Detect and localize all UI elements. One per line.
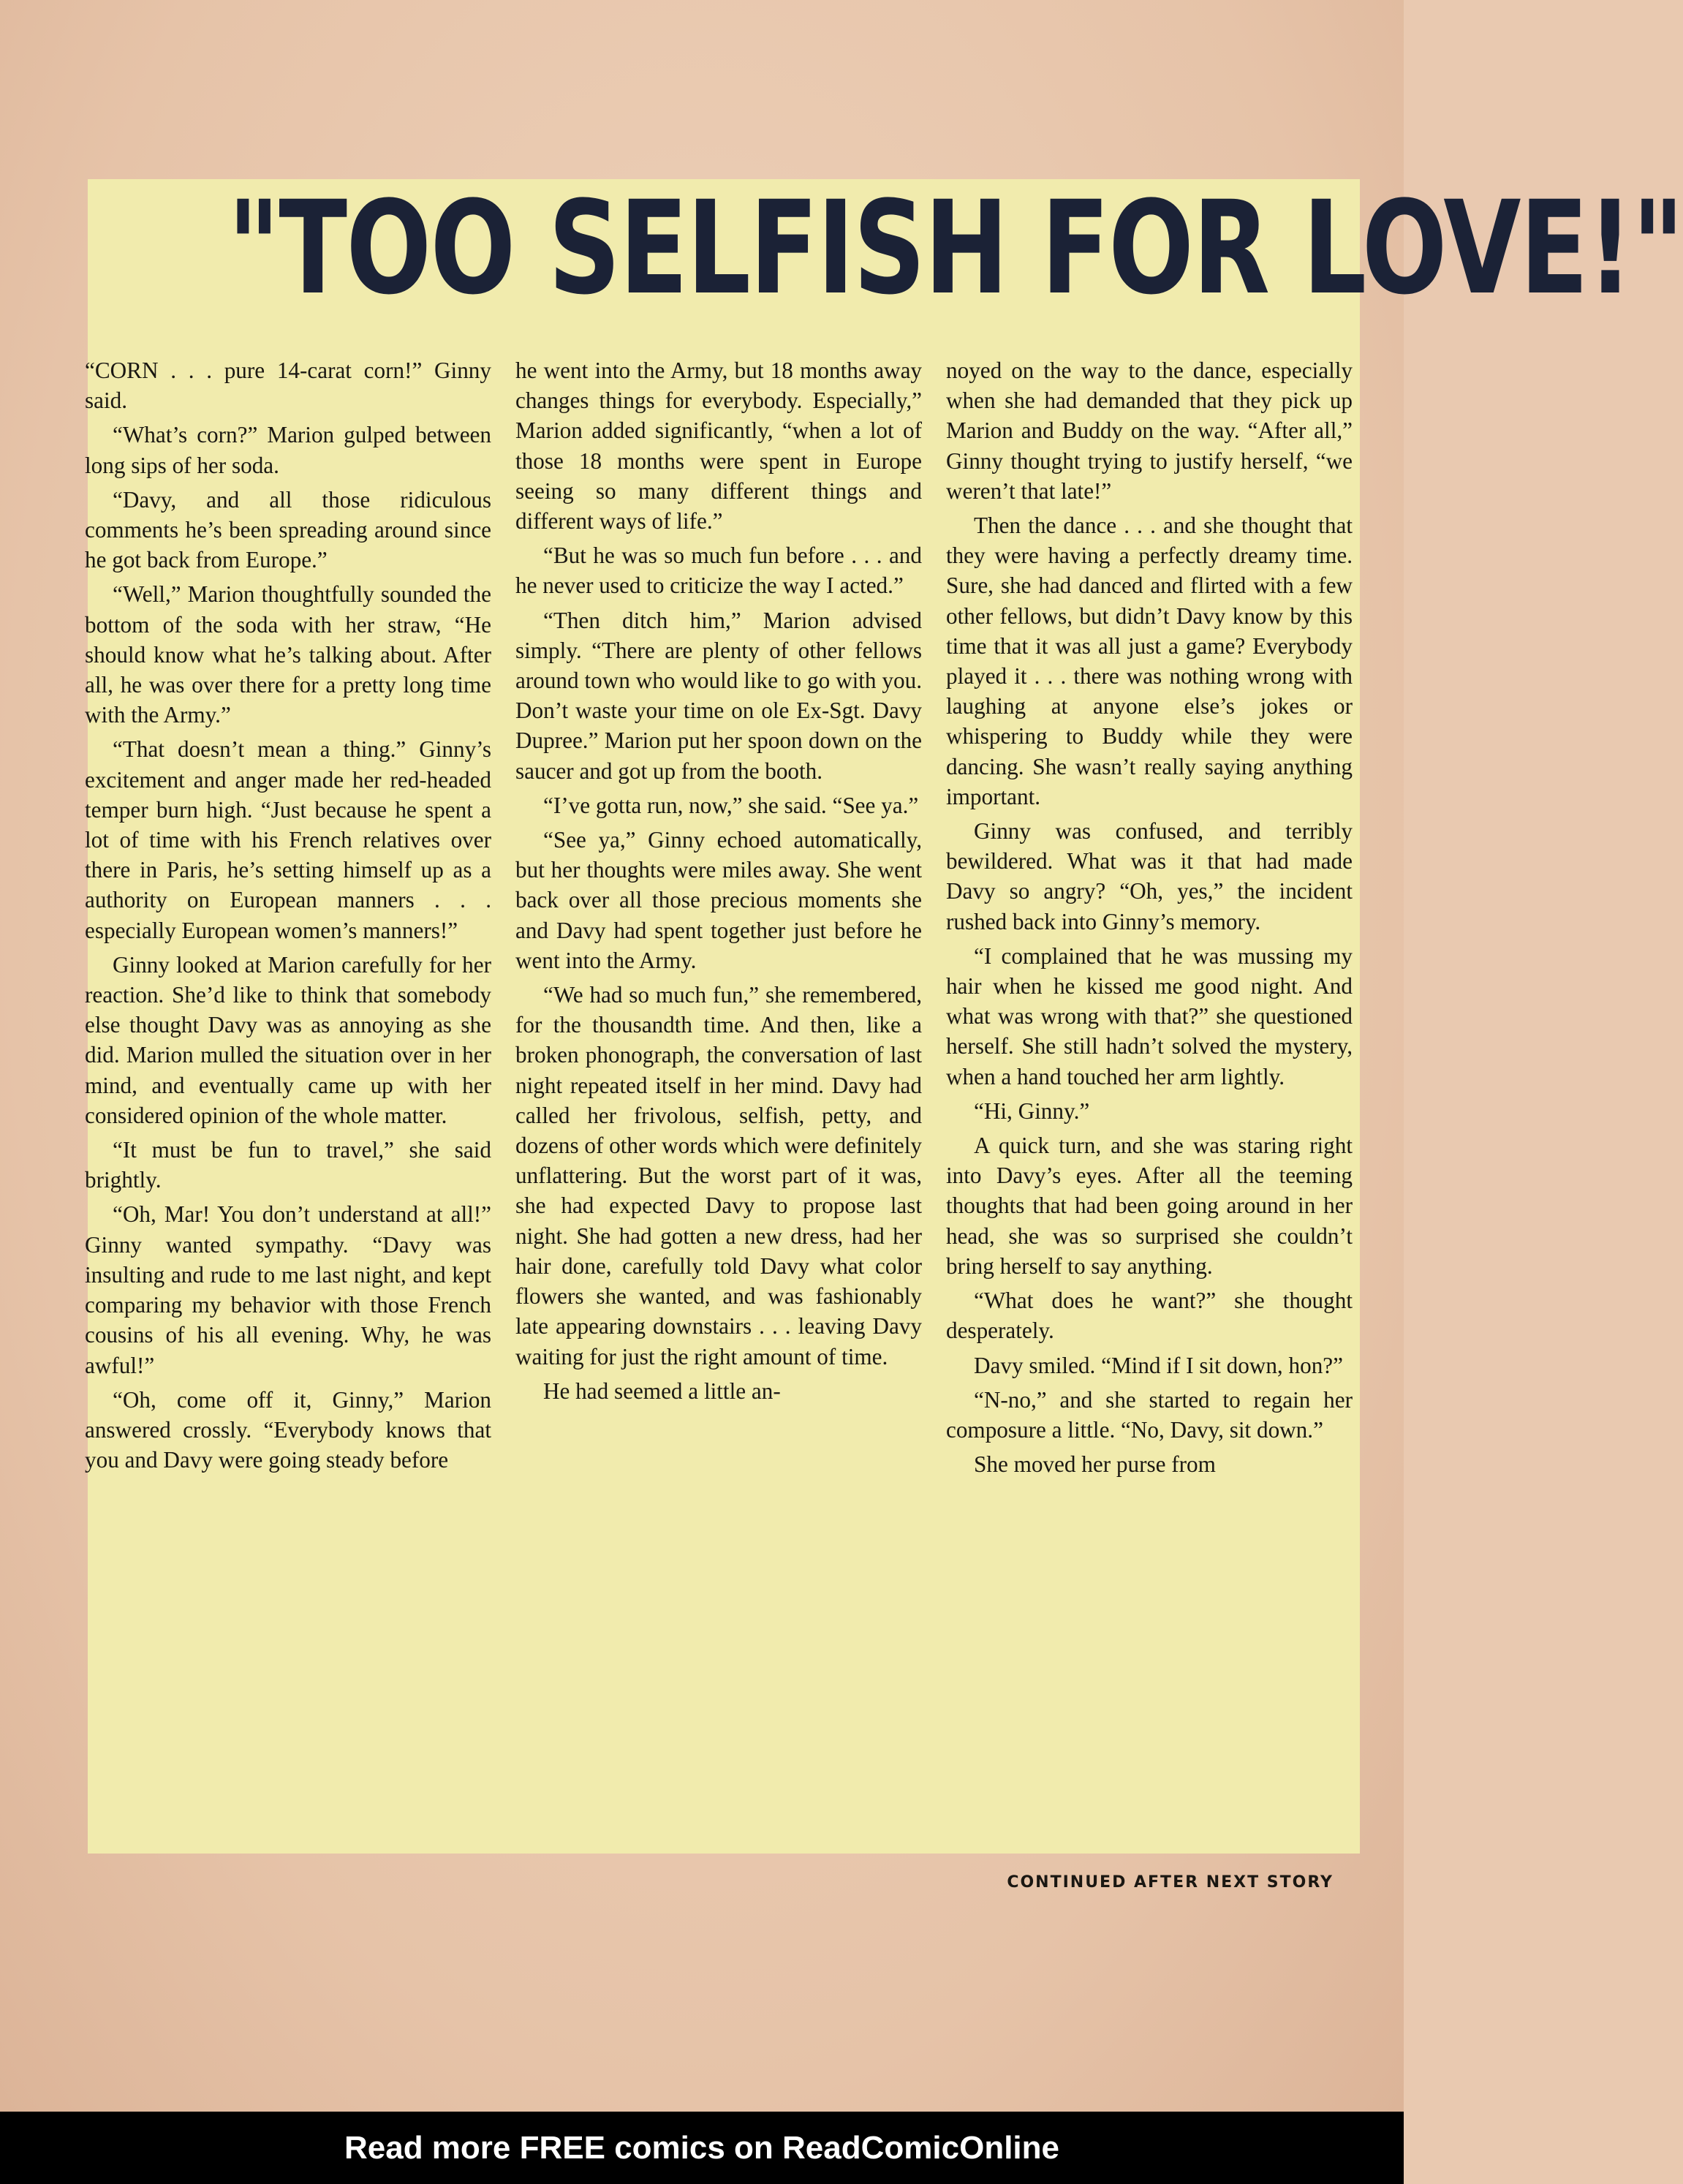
paragraph: Davy smiled. “Mind if I sit down, hon?” [974, 1352, 1343, 1378]
footer-banner[interactable]: Read more FREE comics on ReadComicOnline [0, 2112, 1404, 2184]
paragraph: “Then ditch him,” Marion advised simply. “There are plenty of other fellows around town who would like to go with you. Don’t waste your time on ole Ex-Sgt. Davy Dupree.” Marion put her spoon down on the saucer and got up from the booth. [515, 607, 922, 784]
paragraph: A quick turn, and she was staring right into Davy’s eyes. After all the teeming thoughts that had been going around in her head, she was so surprised she couldn’t bring herself to say anything. [946, 1133, 1353, 1279]
paragraph: He had seemed a little an- [543, 1378, 781, 1404]
paragraph: he went into the Army, but 18 months away changes things for everybody. Especially,” Marion added significantly, “when a lot of those 18 months were spent in Europe seeing so many different things and different ways of life.” [515, 358, 922, 534]
paragraph: “Hi, Ginny.” [974, 1097, 1090, 1124]
paragraph: “I complained that he was mussing my hair when he kissed me good night. And what was wrong with that?” she questioned herself. She still hadn’t solved the mystery, when a hand touched her arm lightly. [946, 942, 1353, 1089]
paragraph: “CORN . . . pure 14-carat corn!” Ginny said. [85, 358, 491, 414]
continued-note: CONTINUED AFTER NEXT STORY [1007, 1873, 1334, 1892]
paragraph: “Oh, Mar! You don’t understand at all!” Ginny wanted sympathy. “Davy was insulting and rude to me last night, and kept comparing my behavior with those French cousins of his all evening. Why, he was awful!” [85, 1201, 491, 1378]
paragraph: “It must be fun to travel,” she said brightly. [85, 1137, 491, 1193]
paragraph: Ginny looked at Marion carefully for her reaction. She’d like to think that somebody else thought Davy was as annoying as she did. Marion mulled the situation over in her mind, and eventually came up with her considered opinion of the whole matter. [85, 951, 491, 1128]
text-column-2 [515, 355, 922, 1410]
paragraph: “That doesn’t mean a thing.” Ginny’s excitement and anger made her red-headed temper burn high. “Just because he spent a lot of time with his French relatives over there in Paris, he’s setting himself up as a authority on European manners . . . especially European women’s manners!” [85, 736, 491, 943]
paragraph: noyed on the way to the dance, especially when she had demanded that they pick up Marion and Buddy on the way. “After all,” Ginny thought trying to justify herself, “we weren’t that late!” [946, 358, 1353, 504]
story-title: "TOO SELFISH FOR LOVE!" [227, 173, 1683, 323]
paragraph: “What’s corn?” Marion gulped between long sips of her soda. [85, 422, 491, 478]
paragraph: “Oh, come off it, Ginny,” Marion answered crossly. “Everybody knows that you and Davy were going steady before [85, 1386, 491, 1473]
paragraph: “But he was so much fun before . . . and he never used to criticize the way I acted.” [515, 543, 922, 599]
paragraph: “Well,” Marion thoughtfully sounded the bottom of the soda with her straw, “He should know what he’s talking about. After all, he was over there for a pretty long time with the Army.” [85, 581, 491, 728]
text-column-3 [946, 355, 1353, 1484]
paragraph: Ginny was confused, and terribly bewildered. What was it that had made Davy so angry? “Oh, yes,” the incident rushed back into Ginny’s memory. [946, 818, 1353, 934]
paragraph: “Davy, and all those ridiculous comments he’s been spreading around since he got back from Europe.” [85, 486, 491, 573]
paragraph: “We had so much fun,” she remembered, for the thousandth time. And then, like a broken phonograph, the conversation of last night repeated itself in her mind. Davy had called her frivolous, selfish, petty, and dozens of other words which were definitely unflattering. But the worst part of it was, she had expected Davy to propose last night. She had gotten a new dress, had her hair done, carefully told Davy what color flowers she wanted, and was fashionably late appearing downstairs . . . leaving Davy waiting for just the right amount of time. [515, 982, 922, 1369]
paragraph: Then the dance . . . and she thought that they were having a perfectly dreamy time. Sure, she had danced and flirted with a few other fellows, but didn’t Davy know by this time that it was all just a game? Everybody played it . . . there was nothing wrong with laughing at anyone else’s jokes or whispering to Buddy while they were dancing. She wasn’t really saying anything important. [946, 513, 1353, 809]
paragraph: “I’ve gotta run, now,” she said. “See ya.” [543, 792, 919, 818]
paragraph: “N-no,” and she started to regain her composure a little. “No, Davy, sit down.” [946, 1386, 1353, 1443]
text-column-1 [85, 355, 491, 1479]
paragraph: She moved her purse from [974, 1451, 1216, 1478]
paragraph: “What does he want?” she thought desperately. [946, 1288, 1353, 1344]
paragraph: “See ya,” Ginny echoed automatically, but her thoughts were miles away. She went back over all those precious moments she and Davy had spent together just before he went into the Army. [515, 827, 922, 973]
